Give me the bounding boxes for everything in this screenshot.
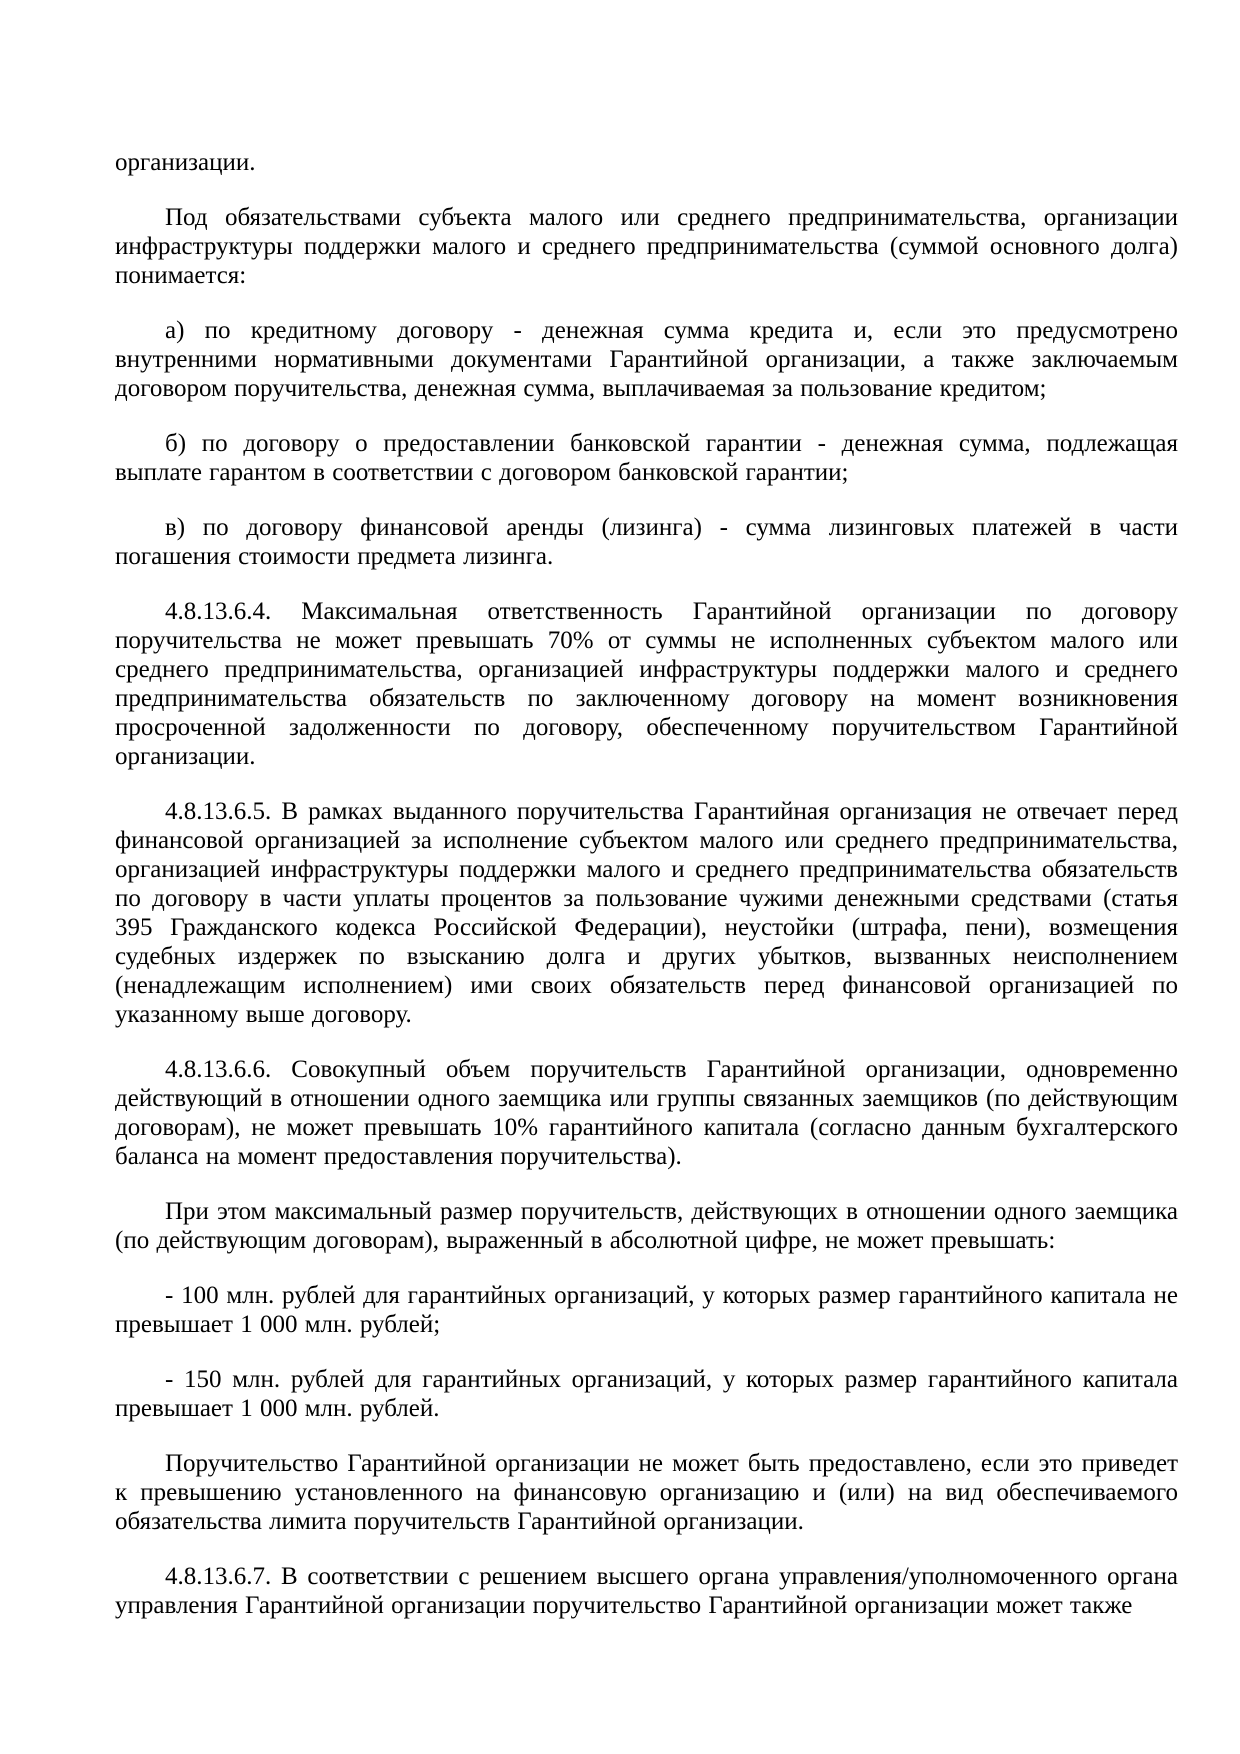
- paragraph-limit-150mln: - 150 млн. рублей для гарантийных организаций, у которых размер гарантийного капитала превышает 1 000 млн. рублей.: [115, 1366, 1178, 1422]
- paragraph-item-b: б) по договору о предоставлении банковской гарантии - денежная сумма, подлежащая выплате гарантом в соответствии с договором банковской гарантии;: [115, 430, 1178, 486]
- paragraph-continuation: организации.: [115, 149, 256, 176]
- document-body: [115, 148, 1178, 1620]
- paragraph-limit-restriction: Поручительство Гарантийной организации не может быть предоставлено, если это приведет к превышению установленного на финансовую организацию и (или) на вид обеспечиваемого обязательства лимита поручительств Гарантийной организации.: [115, 1450, 1178, 1535]
- paragraph-item-a: а) по кредитному договору - денежная сумма кредита и, если это предусмотрено внутренними нормативными документами Гарантийной организации, а также заключаемым договором поручительства, денежная сумма, выплачиваемая за пользование кредитом;: [115, 317, 1178, 402]
- paragraph-limit-100mln: - 100 млн. рублей для гарантийных организаций, у которых размер гарантийного капитала не превышает 1 000 млн. рублей;: [115, 1282, 1178, 1338]
- paragraph-4-8-13-6-6: 4.8.13.6.6. Совокупный объем поручительств Гарантийной организации, одновременно действующий в отношении одного заемщика или группы связанных заемщиков (по действующим договорам), не может превышать 10% гарантийного капитала (согласно данным бухгалтерского баланса на момент предоставления поручительства).: [115, 1056, 1178, 1170]
- paragraph-obligations-intro: Под обязательствами субъекта малого или среднего предпринимательства, организации инфраструктуры поддержки малого и среднего предпринимательства (суммой основного долга) понимается:: [115, 204, 1178, 289]
- paragraph-4-8-13-6-5: 4.8.13.6.5. В рамках выданного поручительства Гарантийная организация не отвечает перед финансовой организацией за исполнение субъектом малого или среднего предпринимательства, организацией инфраструктуры поддержки малого и среднего предпринимательства обязательств по договору в части уплаты процентов за пользование чужими денежными средствами (статья 395 Гражданского кодекса Российской Федерации), неустойки (штрафа, пени), возмещения судебных издержек по взысканию долга и других убытков, вызванных неисполнением (ненадлежащим исполнением) ими своих обязательств перед финансовой организацией по указанному выше договору.: [115, 798, 1178, 1028]
- paragraph-4-8-13-6-7: 4.8.13.6.7. В соответствии с решением высшего органа управления/уполномоченного органа управления Гарантийной организации поручительство Гарантийной организации может также: [115, 1563, 1178, 1619]
- paragraph-item-v: в) по договору финансовой аренды (лизинга) - сумма лизинговых платежей в части погашения стоимости предмета лизинга.: [115, 514, 1178, 570]
- paragraph-max-size-intro: При этом максимальный размер поручительств, действующих в отношении одного заемщика (по действующим договорам), выраженный в абсолютной цифре, не может превышать:: [115, 1198, 1178, 1254]
- paragraph-4-8-13-6-4: 4.8.13.6.4. Максимальная ответственность Гарантийной организации по договору поручительства не может превышать 70% от суммы не исполненных субъектом малого или среднего предпринимательства, организацией инфраструктуры поддержки малого и среднего предпринимательства обязательств по заключенному договору на момент возникновения просроченной задолженности по договору, обеспеченному поручительством Гарантийной организации.: [115, 598, 1178, 770]
